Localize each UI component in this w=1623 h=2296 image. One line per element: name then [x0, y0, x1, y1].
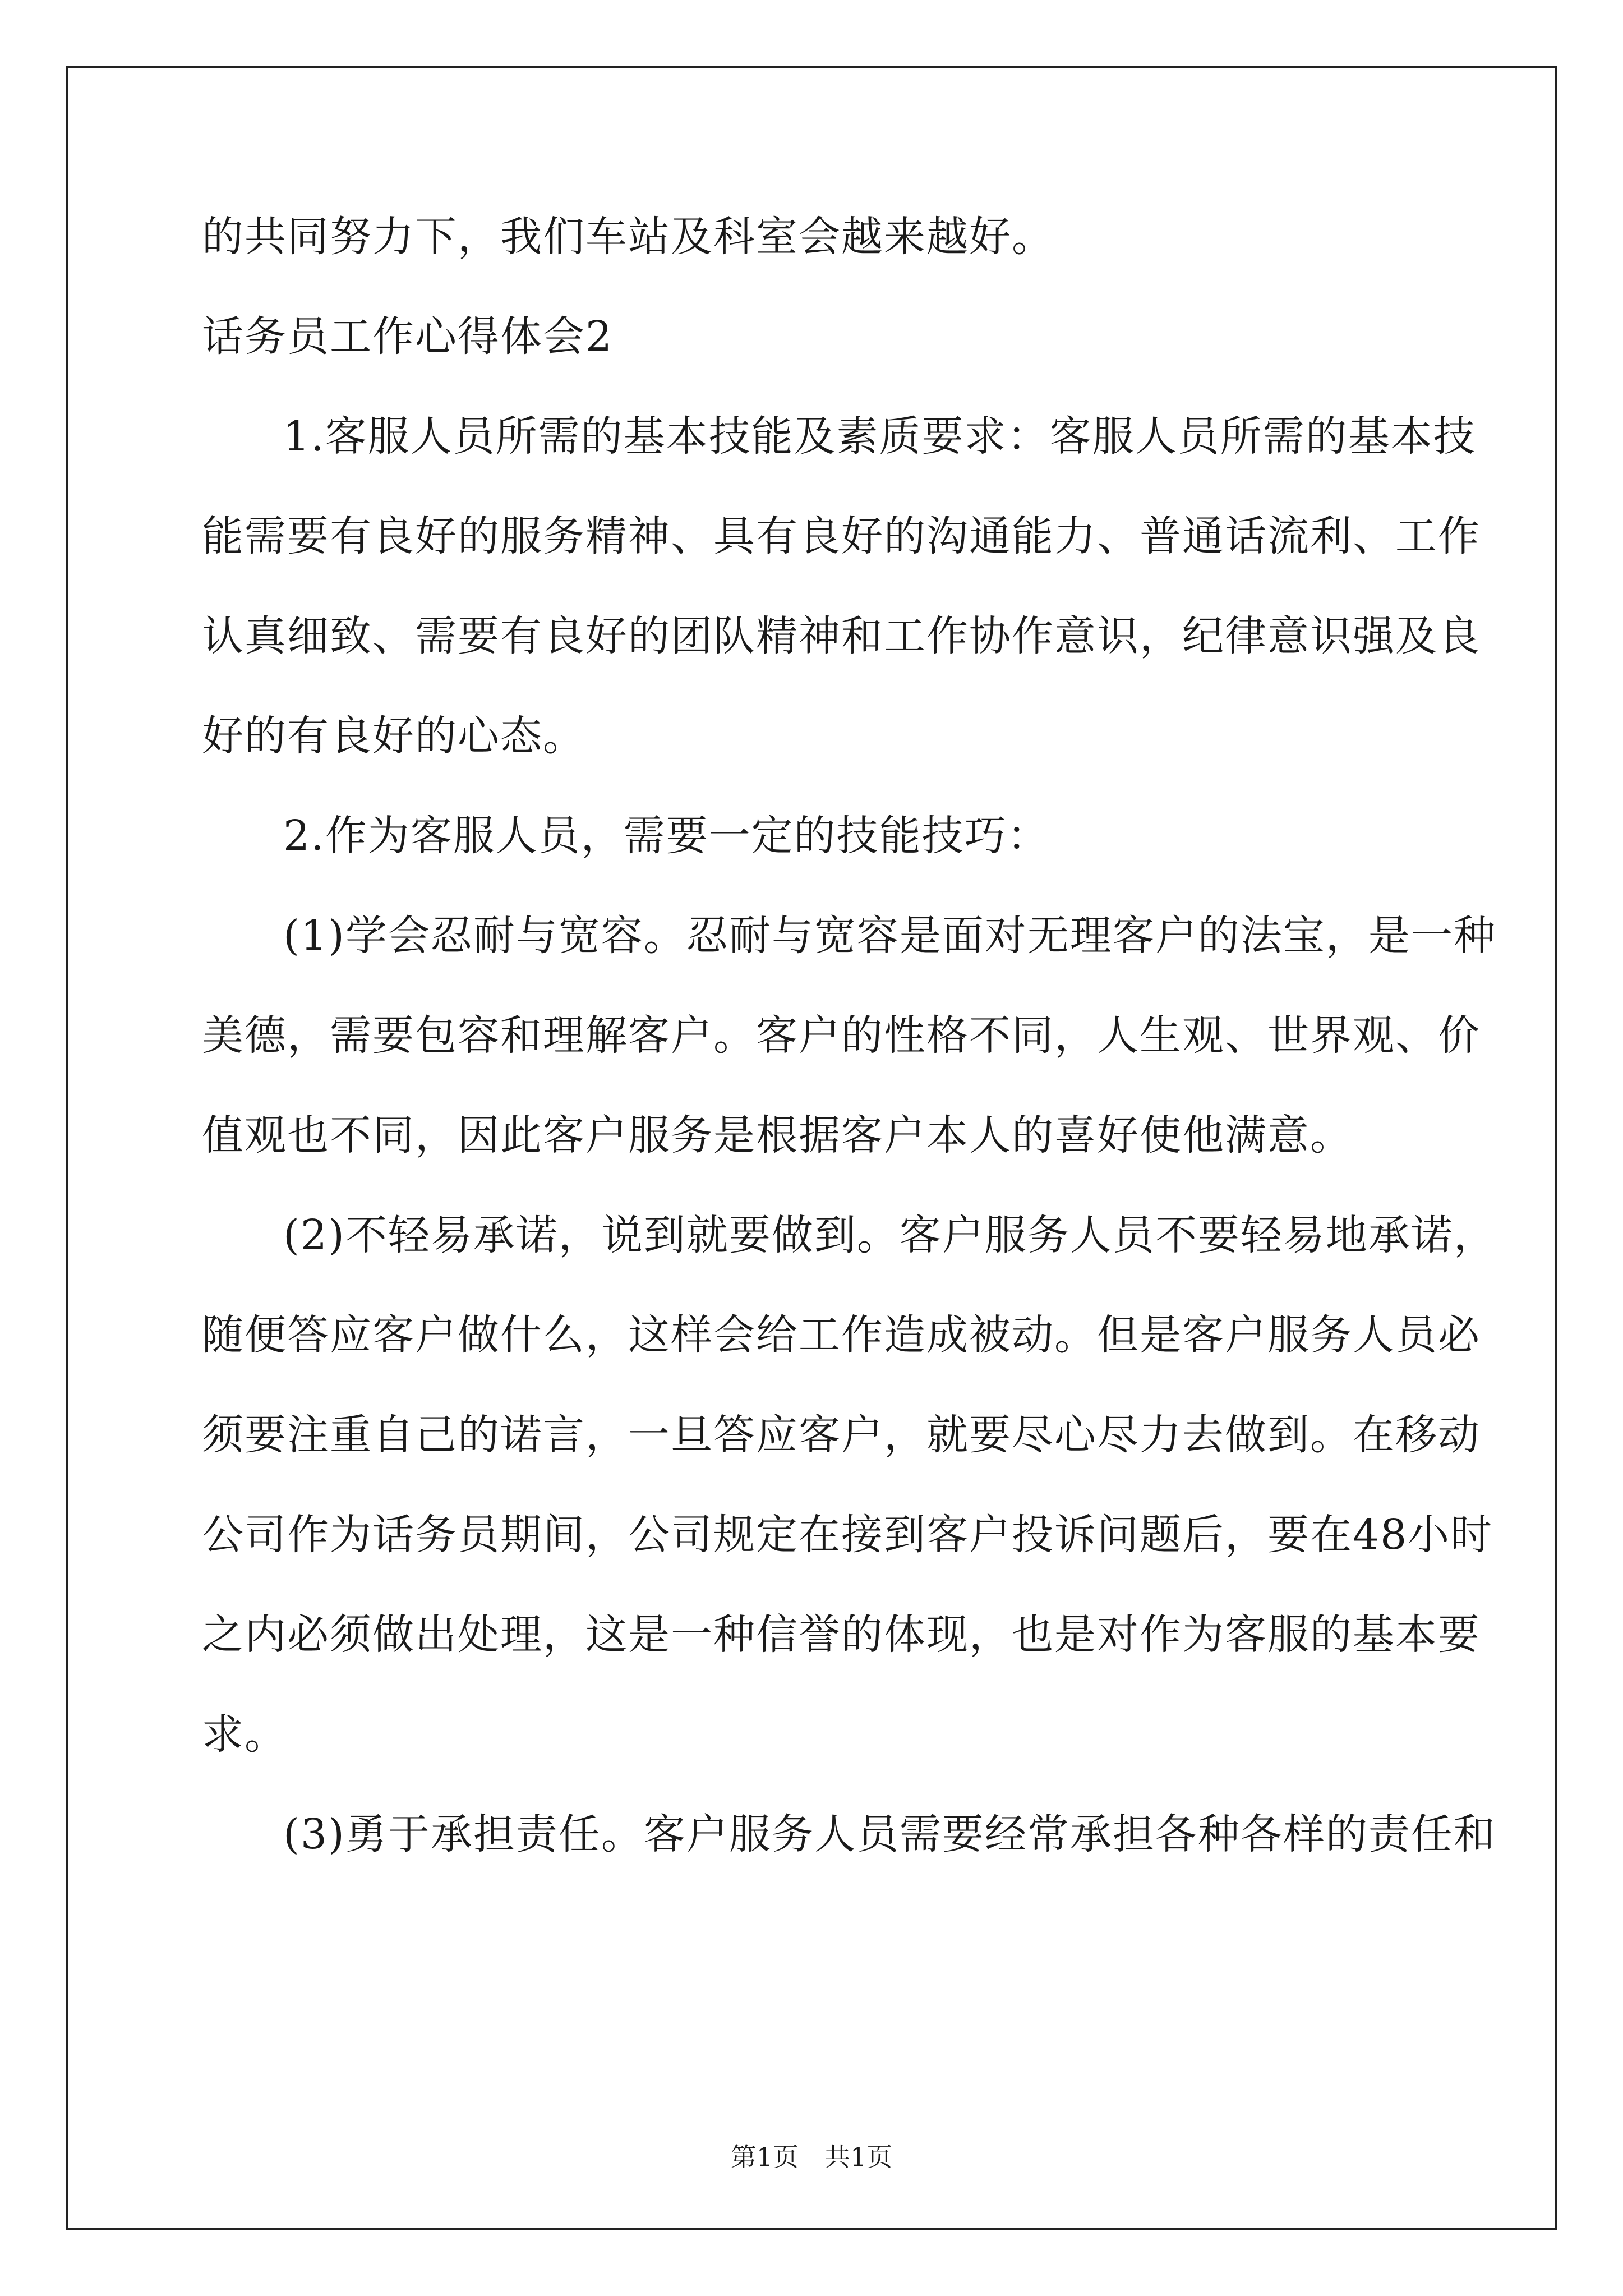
- text-line: 公司作为话务员期间，公司规定在接到客户投诉问题后，要在48小时: [202, 1511, 1493, 1559]
- text-line: 的共同努力下，我们车站及科室会越来越好。: [202, 213, 1054, 261]
- text-line: (3)勇于承担责任。客户服务人员需要经常承担各种各样的责任和: [283, 1810, 1496, 1858]
- text-line: 美德，需要包容和理解客户。客户的性格不同，人生观、世界观、价: [202, 1011, 1481, 1060]
- text-line: (2)不轻易承诺，说到就要做到。客户服务人员不要轻易地承诺，: [283, 1211, 1496, 1259]
- page-footer: 第1页 共1页: [730, 2142, 893, 2172]
- section-heading: 话务员工作心得体会2: [202, 312, 614, 361]
- text-line: 之内必须做出处理，这是一种信誉的体现，也是对作为客服的基本要: [202, 1611, 1481, 1659]
- text-line: 值观也不同，因此客户服务是根据客户本人的喜好使他满意。: [202, 1111, 1353, 1159]
- text-line: 须要注重自己的诺言，一旦答应客户，就要尽心尽力去做到。在移动: [202, 1411, 1481, 1459]
- text-line: 随便答应客户做什么，这样会给工作造成被动。但是客户服务人员必: [202, 1311, 1481, 1359]
- text-line: 能需要有良好的服务精神、具有良好的沟通能力、普通话流利、工作: [202, 512, 1481, 560]
- text-line: 好的有良好的心态。: [202, 712, 585, 760]
- text-line: 认真细致、需要有良好的团队精神和工作协作意识，纪律意识强及良: [202, 612, 1481, 660]
- text-line: 2.作为客服人员，需要一定的技能技巧：: [283, 812, 1050, 860]
- text-line: 求。: [202, 1710, 287, 1759]
- text-line: 1.客服人员所需的基本技能及素质要求：客服人员所需的基本技: [283, 412, 1476, 461]
- text-line: (1)学会忍耐与宽容。忍耐与宽容是面对无理客户的法宝，是一种: [283, 912, 1496, 960]
